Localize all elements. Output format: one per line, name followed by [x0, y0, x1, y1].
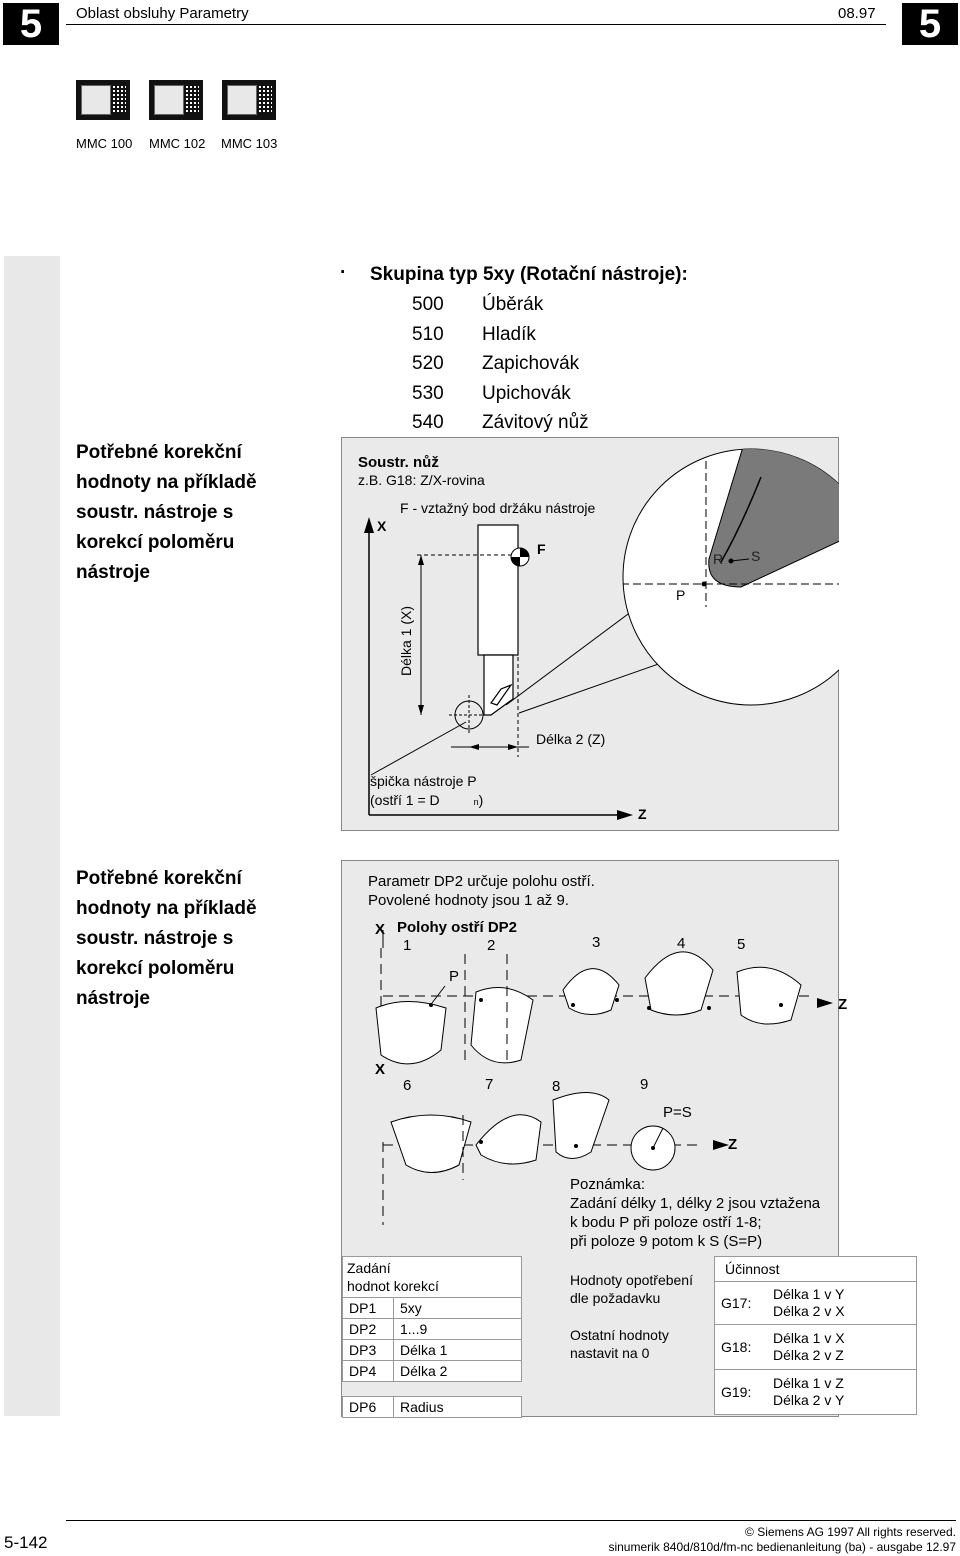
fig2-x2: X — [375, 1061, 386, 1078]
list-item: 510 Hladík — [412, 323, 536, 345]
footer-rule — [66, 1520, 956, 1521]
page-number: 5-142 — [4, 1533, 48, 1552]
fig1-x-axis: X — [377, 518, 387, 534]
mmc-100-icon — [76, 80, 130, 120]
figure-turning-tool-drawing — [341, 437, 839, 831]
fig1-length2: Délka 2 (Z) — [536, 731, 606, 747]
offset-table: Zadání hodnot korekcí DP1 5xy DP2 1...9 DP3 Délka 1 DP4 Délka 2 — [342, 1256, 522, 1382]
mmc-label-102: MMC 102 — [149, 136, 206, 151]
list-item: 500 Úběrák — [412, 294, 544, 315]
header-title: Oblast obsluhy Parametry — [76, 5, 249, 22]
table-row: DP2 1...9 — [343, 1319, 522, 1340]
header-rule — [66, 24, 886, 25]
table-row: DP1 5xy — [343, 1298, 522, 1319]
fig1-title: Soustr. nůž — [358, 454, 439, 471]
mmc-label-103: MMC 103 — [221, 136, 278, 151]
group-title: Skupina typ 5xy (Rotační nástroje): — [370, 264, 688, 285]
fig1-f: F — [537, 541, 546, 557]
effect-table-title: Účinnost — [715, 1257, 916, 1282]
fig1-f-label: F - vztažný bod držáku nástroje — [400, 500, 596, 516]
fig2-z: Z — [838, 996, 848, 1013]
offset-table-header: Zadání — [347, 1260, 391, 1276]
fig1-p: P — [676, 587, 686, 603]
mmc-103-icon — [222, 80, 276, 120]
table-row: DP6 Radius — [343, 1397, 522, 1418]
fig1-s: S — [751, 548, 761, 564]
side-note-2: Potřebné korekční hodnoty na příkladě soustr. nástroje s korekcí poloměru nástroje — [76, 868, 257, 1009]
fig2-title: Polohy ostří DP2 — [397, 919, 518, 936]
fig1-r: R — [713, 551, 724, 567]
fig2-desc1: Parametr DP2 určuje polohu ostří. — [368, 873, 595, 890]
table-row: G18: Délka 1 v X Délka 2 v Z — [715, 1325, 916, 1370]
header-date: 08.97 — [838, 5, 876, 22]
fig2-num-4: 4 — [677, 935, 686, 952]
fig2-num-6: 6 — [403, 1077, 412, 1094]
tool-type-list — [412, 290, 589, 438]
list-item: 520 Zapichovák — [412, 353, 580, 374]
fig1-tip1: špička nástroje P — [370, 773, 477, 789]
offset-table-dp6 — [342, 1396, 522, 1418]
mmc-102-icon — [149, 80, 203, 120]
list-item: 530 Upichovák — [412, 382, 571, 404]
fig2-num-8: 8 — [552, 1078, 561, 1095]
fig1-subtitle: z.B. G18: Z/X-rovina — [358, 472, 485, 488]
copyright-icon: © — [745, 1525, 754, 1539]
group-bullet: · — [340, 262, 347, 283]
chapter-box-right: 5 — [902, 3, 958, 45]
fig1-tip2: (ostří 1 = D n) — [370, 792, 484, 808]
fig1-length1: Délka 1 (X) — [398, 605, 414, 676]
side-note-1: Potřebné korekční hodnoty na příkladě soustr. nástroje s korekcí poloměru nástroje — [76, 442, 257, 583]
fig2-num-9: 9 — [640, 1076, 649, 1093]
wear-note: Hodnoty opotřebení dle požadavku Ostatní hodnoty nastavit na 0 — [570, 1272, 693, 1361]
mmc-label-100: MMC 100 — [76, 136, 133, 151]
table-row: DP4 Délka 2 — [343, 1361, 522, 1382]
fig2-note: Poznámka: Zadání délky 1, délky 2 jsou vztažena k bodu P při poloze ostří 1-8; při poloze 9 potom k S (S=P) — [570, 1176, 821, 1250]
fig2-num-7: 7 — [485, 1076, 494, 1093]
fig2-x: X — [375, 921, 386, 938]
fig1-z-axis: Z — [638, 806, 647, 822]
list-item: 540 Závitový nůž — [412, 412, 589, 433]
fig2-num-2: 2 — [487, 937, 496, 954]
fig2-num-1: 1 — [403, 937, 412, 954]
chapter-box-left: 5 — [3, 3, 59, 45]
sidebar-strip — [4, 256, 60, 1416]
fig2-z2: Z — [728, 1136, 738, 1153]
table-row: DP3 Délka 1 — [343, 1340, 522, 1361]
footer-text: © Siemens AG 1997 All rights reserved. sinumerik 840d/810d/fm-nc bedienanleitung (ba) - ausgabe 12.97 — [608, 1525, 956, 1554]
table-row: G17: Délka 1 v Y Délka 2 v X — [715, 1282, 916, 1325]
effect-table — [714, 1256, 917, 1415]
table-row: G19: Délka 1 v Z Délka 2 v Y — [721, 1375, 845, 1408]
fig2-num-5: 5 — [737, 936, 746, 953]
fig2-ps: P=S — [663, 1104, 692, 1121]
fig2-desc2: Povolené hodnoty jsou 1 až 9. — [368, 892, 569, 909]
fig2-p: P — [449, 968, 460, 985]
fig2-num-3: 3 — [592, 934, 601, 951]
